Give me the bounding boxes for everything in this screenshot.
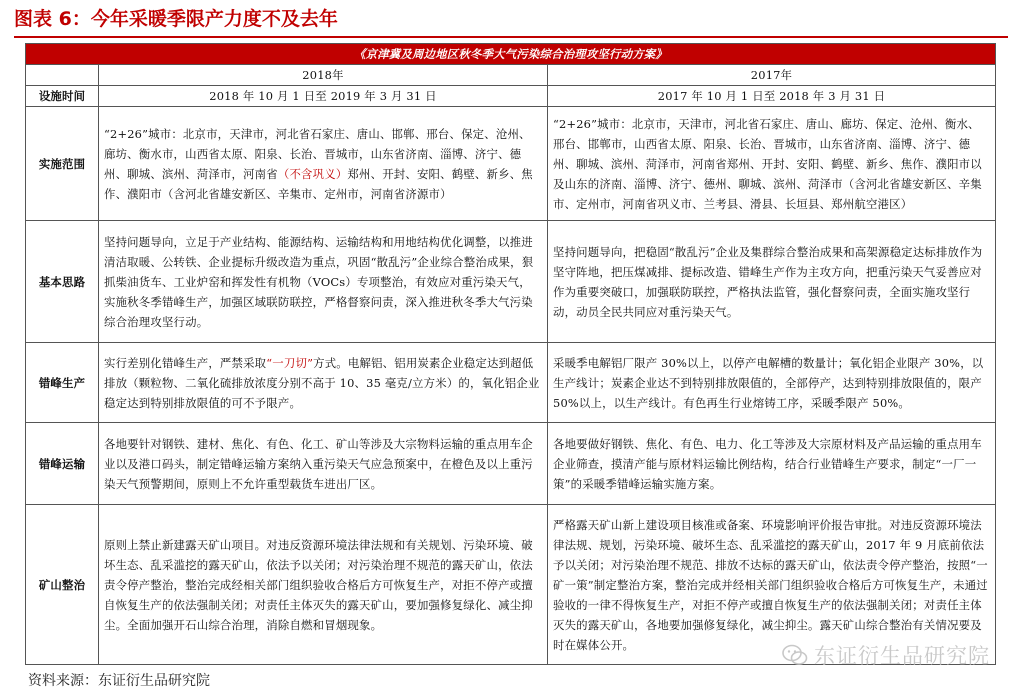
- approach-2017: 坚持问题导向，把稳固“散乱污”企业及集群综合整治成果和高架源稳定达标排放作为坚守阵地，把压煤减排、提标改造、错峰生产作为主攻方向，把重污染天气妥善应对作为重要突破口，加强联防联控，严格执法监管，强化督察问责，全面实施攻坚行动，动员全民共同应对重污染天气。: [548, 221, 996, 343]
- staggered-production-2018: [99, 343, 548, 423]
- staggered-production-2017: 采暖季电解铝厂限产 30%以上，以停产电解槽的数量计；氧化铝企业限产 30%，以生产线计；炭素企业达不到特别排放限值的，全部停产，达到特别排放限值的，限产50%以上，以生产线计。有色再生行业熔铸工序，采暖季限产 50%。: [548, 343, 996, 423]
- row-label-staggered-production: 错峰生产: [26, 343, 99, 423]
- approach-2018: 坚持问题导向，立足于产业结构、能源结构、运输结构和用地结构优化调整，以推进清洁取暖、公转铁、企业提标升级改造为重点，巩固“散乱污”企业综合整治成果，狠抓柴油货车、工业炉窑和挥发性有机物（VOCs）专项整治，有效应对重污染天气，实施秋冬季错峰生产，加强区域联防联控，严格督察问责，深入推进秋冬季大气污染综合治理攻坚行动。: [99, 221, 548, 343]
- policy-comparison-table: [25, 43, 996, 665]
- title-rule: [14, 36, 1008, 38]
- figure-title: 图表 6：今年采暖季限产力度不及去年: [14, 8, 338, 30]
- scope-2018-exclusion: （不含巩义）: [277, 166, 348, 181]
- column-header-2018: 2018年: [99, 65, 548, 86]
- staggered-transport-2018: 各地要针对钢铁、建材、焦化、有色、化工、矿山等涉及大宗物料运输的重点用车企业以及港口码头，制定错峰运输方案纳入重污染天气应急预案中，在橙色及以上重污染天气预警期间，原则上不允许重型载货车进出厂区。: [99, 423, 548, 505]
- watermark: [782, 640, 990, 670]
- empty-corner-cell: [26, 65, 99, 86]
- row-label-staggered-transport: 错峰运输: [26, 423, 99, 505]
- table-banner: 《京津冀及周边地区秋冬季大气污染综合治理攻坚行动方案》: [26, 44, 996, 65]
- table-row: [26, 343, 996, 423]
- staggered-production-2018-b: 方式。电解铝、铝用炭素企业稳定达到超低排放（颗粒物、二氧化硫排放浓度分别不高于 10、35 毫克/立方米）的，氧化铝企业稳定达到特别排放限值的可不予限产。: [104, 355, 540, 410]
- scope-2018: [99, 107, 548, 221]
- row-label-scope: 实施范围: [26, 107, 99, 221]
- year-header-row: [26, 65, 996, 86]
- table-row: [26, 221, 996, 343]
- row-label-mine-remediation: 矿山整治: [26, 505, 99, 665]
- row-label-time: 设施时间: [26, 86, 99, 107]
- wechat-icon: [782, 644, 808, 666]
- time-2018: 2018 年 10 月 1 日至 2019 年 3 月 31 日: [99, 86, 548, 107]
- row-label-approach: 基本思路: [26, 221, 99, 343]
- staggered-production-2018-a: 实行差别化错峰生产，严禁采取: [104, 355, 267, 370]
- table-row: [26, 86, 996, 107]
- mine-remediation-2018: 原则上禁止新建露天矿山项目。对违反资源环境法律法规和有关规划、污染环境、破坏生态、乱采滥挖的露天矿山，依法予以关闭；对污染治理不规范的露天矿山，依法责令停产整治，整治完成经相关部门组织验收合格后方可恢复生产，对拒不停产或擅自恢复生产的依法强制关闭；对责任主体灭失的露天矿山，要加强修复绿化、减尘抑尘。全面加强开石山综合治理，消除自燃和冒烟现象。: [99, 505, 548, 665]
- scope-2017: “2+26”城市：北京市，天津市，河北省石家庄、唐山、廊坊、保定、沧州、衡水、邢台、邯郸市，山西省太原、阳泉、长治、晋城市，山东省济南、淄博、济宁、德州、聊城、滨州、菏泽市，河南省郑州、开封、安阳、鹤壁、新乡、焦作、濮阳市以及山东的济南、淄博、济宁、德州、聊城、滨州、菏泽市（含河北省雄安新区、辛集市、定州市，河南省巩义市、兰考县、滑县、长垣县、郑州航空港区）: [548, 107, 996, 221]
- source-note: 资料来源：东证衍生品研究院: [28, 673, 210, 689]
- scope-2018-text-a: “2+26”城市：北京市，天津市，河北省石家庄、唐山、邯郸、邢台、保定、沧州、廊坊、衡水市，山西省太原、阳泉、长治、晋城市，山东省济南、淄博、济宁、德州、聊城、滨州、菏泽市，河南省: [104, 126, 531, 181]
- mine-remediation-2017: 严格露天矿山新上建设项目核准或备案、环境影响评价报告审批。对违反资源环境法律法规、规划，污染环境、破坏生态、乱采滥挖的露天矿山，2017 年 9 月底前依法予以关闭；对污染治理不规范、排放不达标的露天矿山，依法责令停产整治，按照“一矿一策”制定整治方案，整治完成并经相关部门组织验收合格后方可恢复生产，未通过验收的一律不得恢复生产，对拒不停产或擅自恢复生产的依法强制关闭；对责任主体灭失的露天矿山，各地要加强修复绿化，减尘抑尘。露天矿山综合整治有关情况要及时在媒体公开。: [548, 505, 996, 665]
- scope-2018-text-b: 郑州、开封、安阳、鹤壁、新乡、焦作、濮阳市（含河北省雄安新区、辛集市、定州市，河南省济源市）: [104, 166, 533, 201]
- staggered-transport-2017: 各地要做好钢铁、焦化、有色、电力、化工等涉及大宗原材料及产品运输的重点用车企业筛查，摸清产能与原材料运输比例结构，结合行业错峰生产要求，制定“一厂一策”的采暖季错峰运输实施方案。: [548, 423, 996, 505]
- table-row: [26, 423, 996, 505]
- table-row: [26, 107, 996, 221]
- banner-row: [26, 44, 996, 65]
- column-header-2017: 2017年: [548, 65, 996, 86]
- time-2017: 2017 年 10 月 1 日至 2018 年 3 月 31 日: [548, 86, 996, 107]
- one-size-quote: “一刀切”: [266, 355, 314, 370]
- watermark-text: 东证衍生品研究院: [814, 644, 990, 668]
